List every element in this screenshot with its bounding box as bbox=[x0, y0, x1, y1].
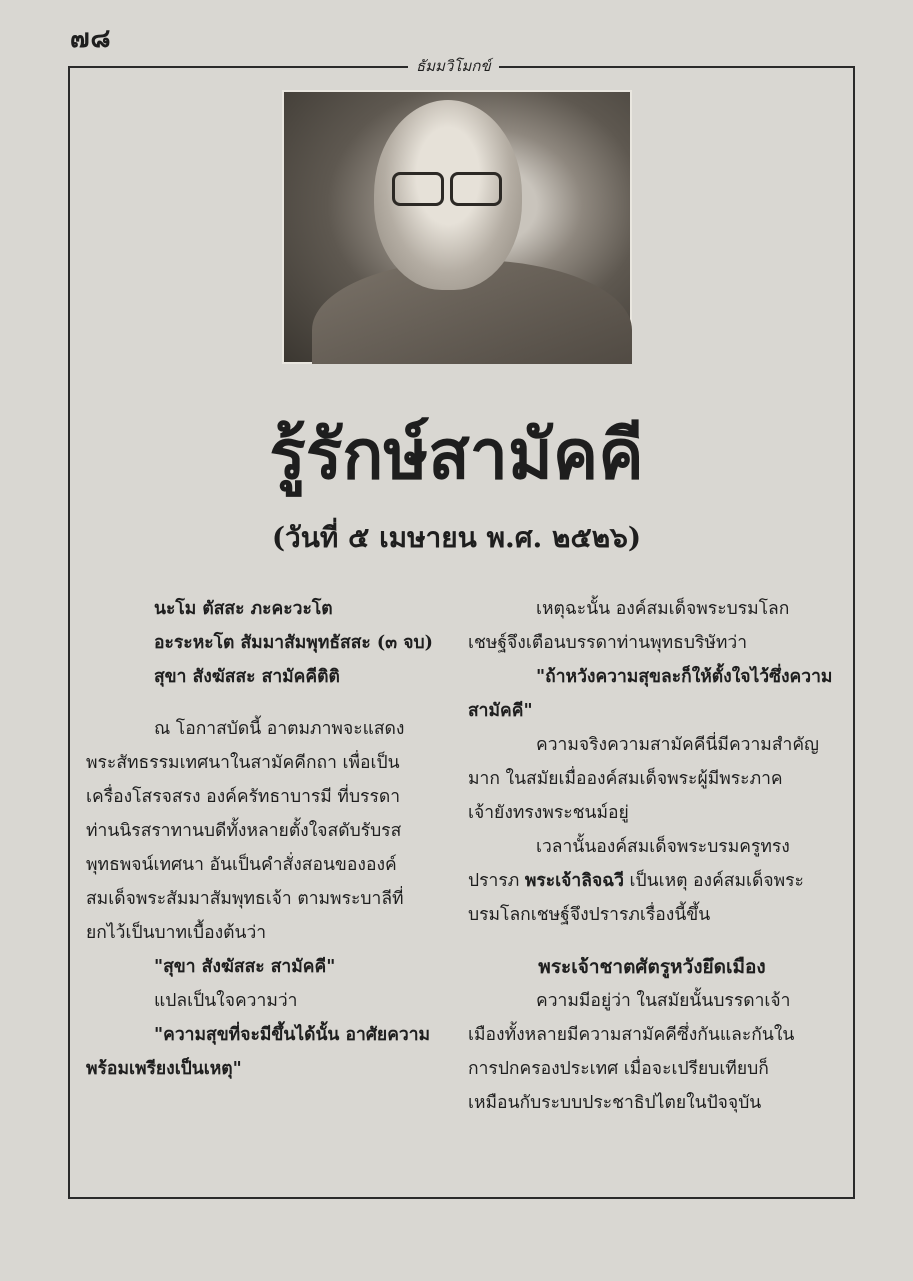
invocation-line: สุขา สังฆัสสะ สามัคคีติติ bbox=[154, 667, 340, 687]
text-line: พุทธพจน์เทศนา อันเป็นคำสั่งสอนขององค์ bbox=[86, 855, 397, 875]
right-column bbox=[468, 592, 836, 1120]
text-line: เวลานั้นองค์สมเด็จพระบรมครูทรง bbox=[536, 837, 790, 857]
text-line: ความมีอยู่ว่า ในสมัยนั้นบรรดาเจ้า bbox=[536, 991, 791, 1011]
text-line: การปกครองประเทศ เมื่อจะเปรียบเทียบก็ bbox=[468, 1059, 769, 1079]
text-line: เครื่องโสรจสรง องค์ครัทธาบารมี ที่บรรดา bbox=[86, 787, 401, 807]
bold-name: พระเจ้าลิจฉวี bbox=[524, 871, 624, 891]
text-line: ยกไว้เป็นบาทเบื้องต้นว่า bbox=[86, 923, 267, 943]
text-line: สมเด็จพระสัมมาสัมพุทธเจ้า ตามพระบาลีที่ bbox=[86, 889, 404, 909]
running-head: ธัมมวิโมกข์ bbox=[408, 54, 499, 78]
text-segment: เป็นเหตุ องค์สมเด็จพระ bbox=[623, 871, 804, 891]
left-column bbox=[86, 592, 446, 1086]
glasses-icon bbox=[392, 172, 502, 202]
text-line: เจ้ายังทรงพระชนม์อยู่ bbox=[468, 803, 629, 823]
text-line: เมืองทั้งหลายมีความสามัคคีซึ่งกันและกันใน bbox=[468, 1025, 795, 1045]
text-line: บรมโลกเชษฐ์จึงปรารภเรื่องนี้ขึ้น bbox=[468, 905, 711, 925]
article-title: รู้รักษ์สามัคคี bbox=[269, 415, 644, 495]
text-line: เชษฐ์จึงเตือนบรรดาท่านพุทธบริษัทว่า bbox=[468, 633, 748, 653]
text-line bbox=[468, 864, 836, 898]
text-line: เหมือนกับระบบประชาธิปไตยในปัจจุบัน bbox=[468, 1093, 762, 1113]
text-line: ณ โอกาสบัดนี้ อาตมภาพจะแสดง bbox=[154, 719, 405, 739]
quote-line: สามัคคี" bbox=[468, 701, 533, 721]
text-line: ความจริงความสามัคคีนี่มีความสำคัญ bbox=[536, 735, 819, 755]
article-date: (วันที่ ๕ เมษายน พ.ศ. ๒๕๒๖) bbox=[271, 521, 642, 554]
text-line: มาก ในสมัยเมื่อองค์สมเด็จพระผู้มีพระภาค bbox=[468, 769, 783, 789]
text-line: แปลเป็นใจความว่า bbox=[154, 991, 298, 1011]
section-heading: พระเจ้าชาตศัตรูหวังยึดเมือง bbox=[538, 956, 766, 978]
portrait-photo bbox=[282, 90, 632, 364]
quote-line: พร้อมเพรียงเป็นเหตุ" bbox=[86, 1059, 242, 1079]
text-segment: ปรารภ bbox=[468, 871, 525, 891]
page-number: ๗๘ bbox=[70, 24, 112, 54]
text-line: เหตุฉะนั้น องค์สมเด็จพระบรมโลก bbox=[536, 599, 790, 619]
invocation-line: นะโม ตัสสะ ภะคะวะโต bbox=[154, 599, 333, 619]
text-line: พระสัทธรรมเทศนาในสามัคคีกถา เพื่อเป็น bbox=[86, 753, 400, 773]
invocation-line: อะระหะโต สัมมาสัมพุทธัสสะ (๓ จบ) bbox=[154, 633, 433, 653]
quote-line: "ความสุขที่จะมีขึ้นได้นั้น อาศัยความ bbox=[154, 1025, 431, 1045]
quote-line: "ถ้าหวังความสุขละก็ให้ตั้งใจไว้ซึ่งความ bbox=[536, 667, 833, 687]
quote-line: "สุขา สังฆัสสะ สามัคคี" bbox=[154, 957, 336, 977]
text-line: ท่านนิรสราทานบดีทั้งหลายตั้งใจสดับรับรส bbox=[86, 821, 402, 841]
